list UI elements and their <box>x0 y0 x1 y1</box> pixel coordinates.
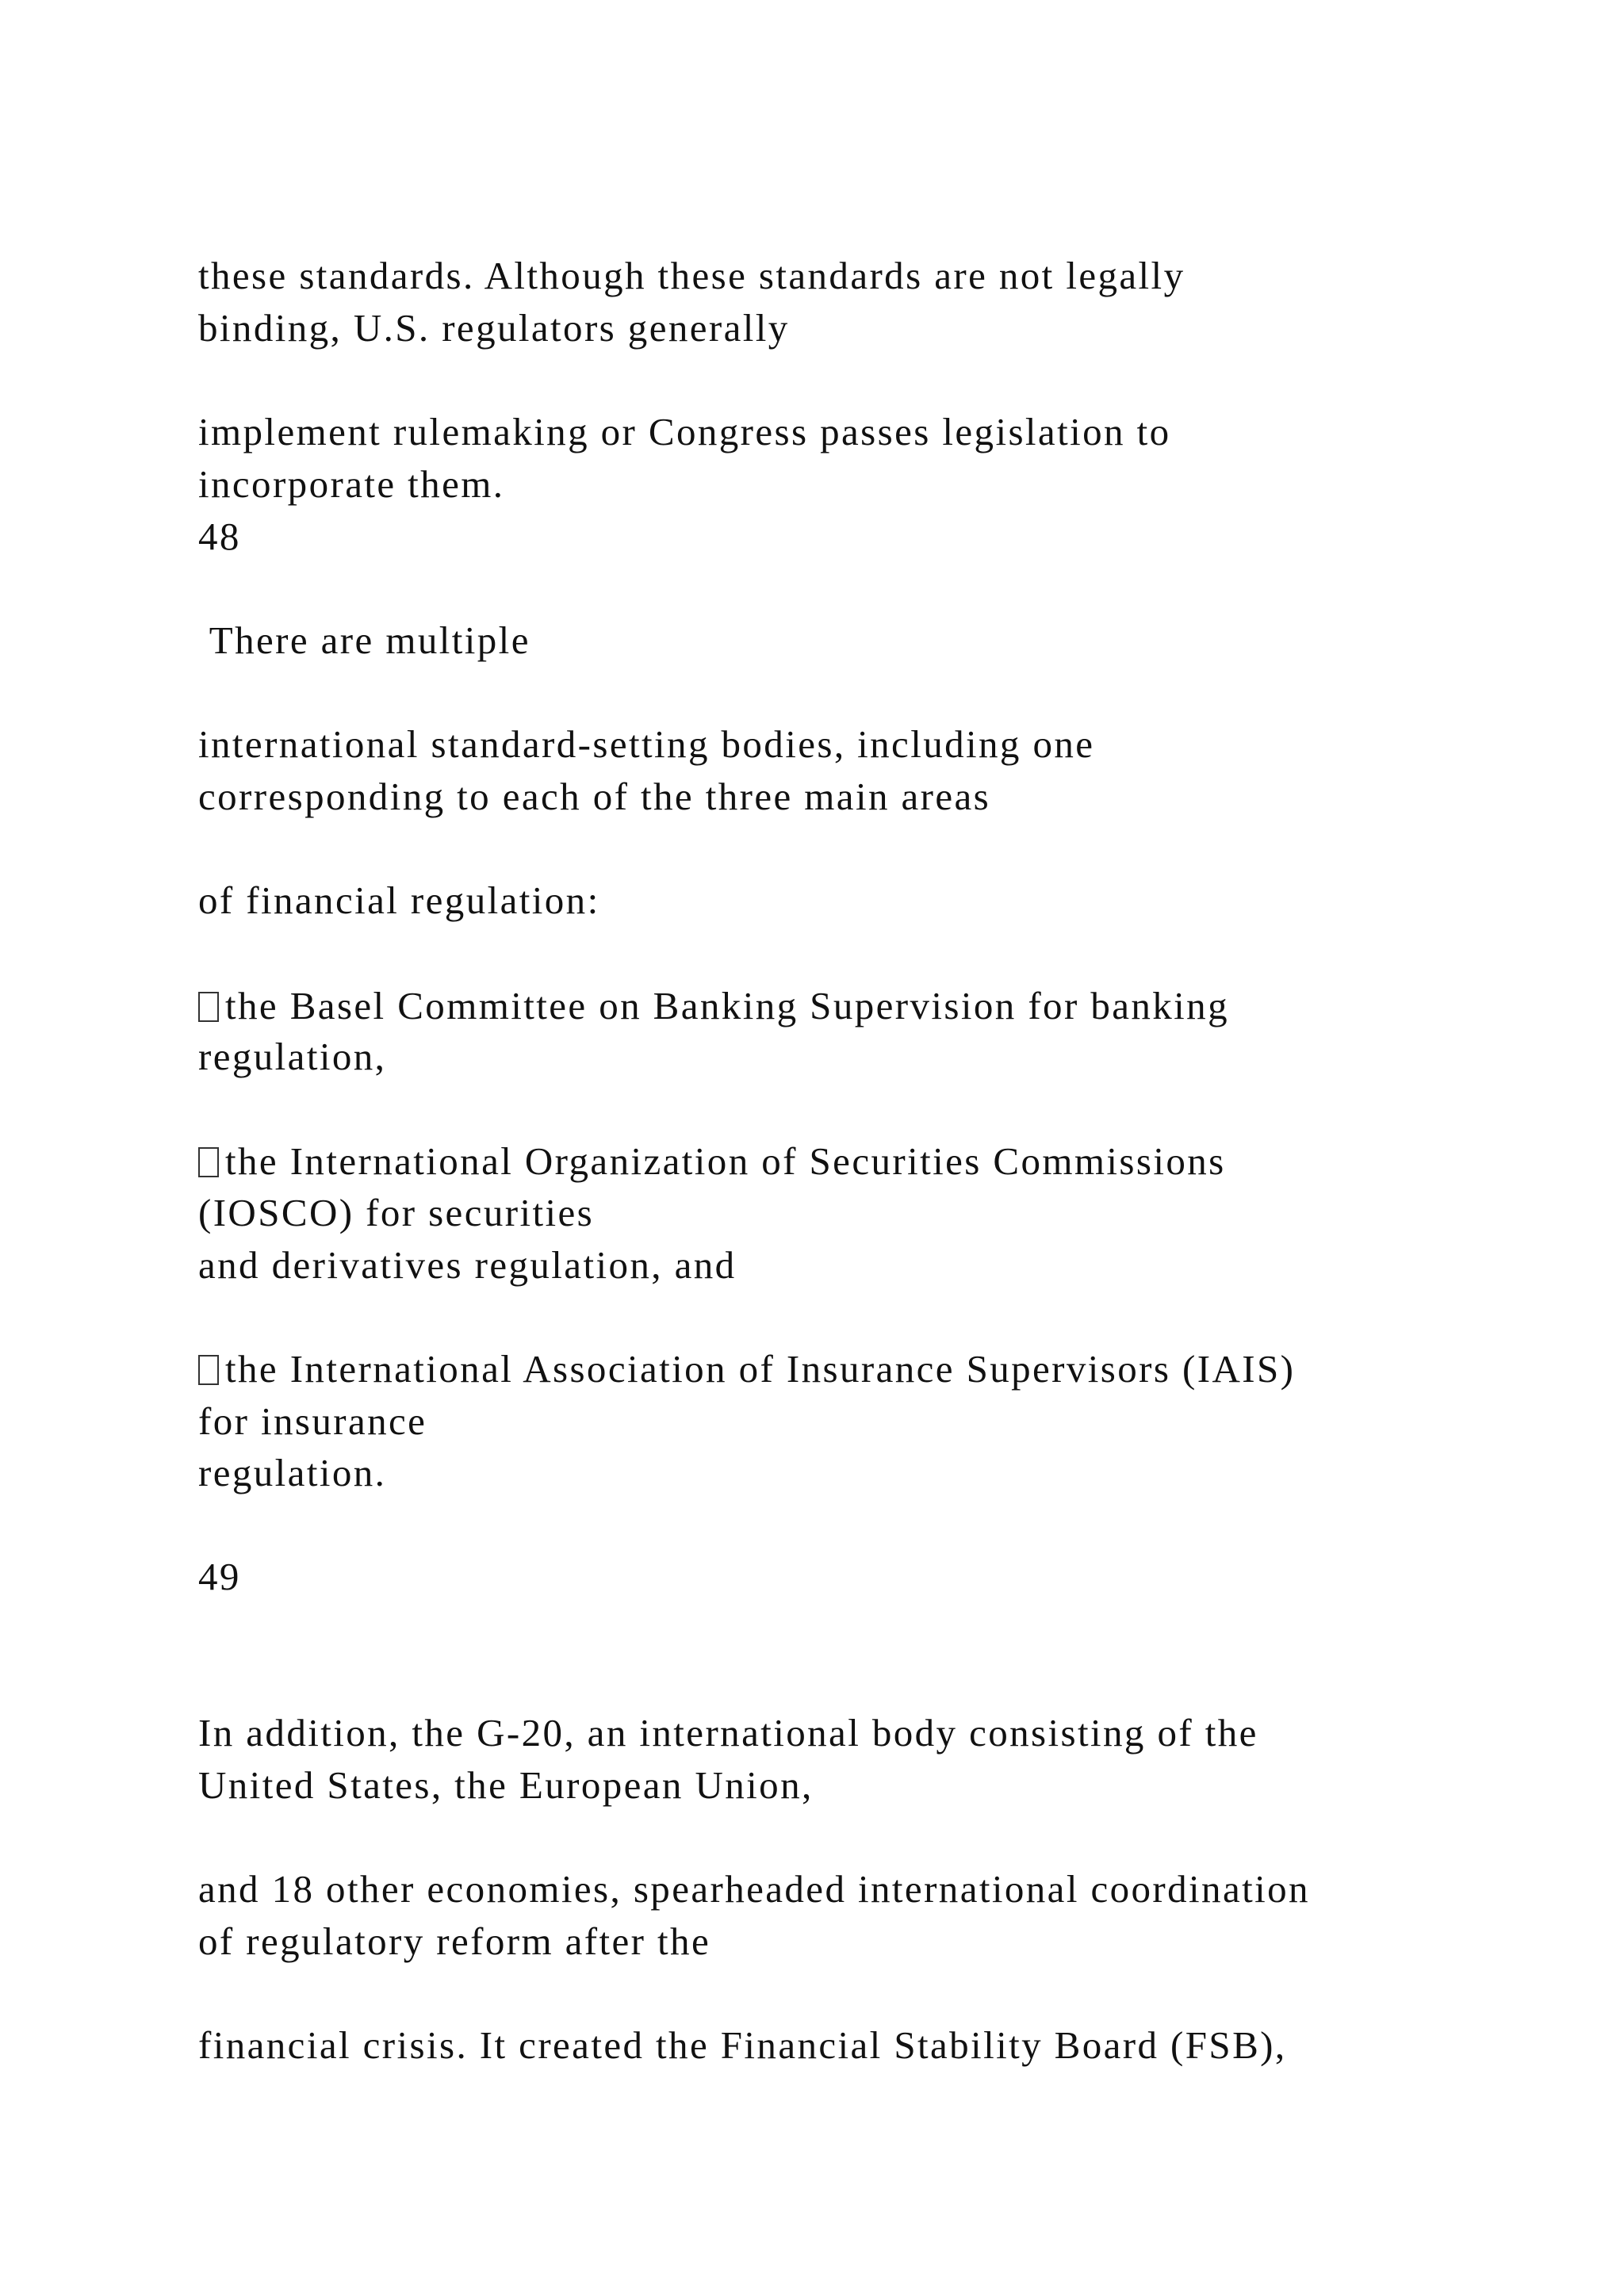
list-item <box>198 1347 1296 1391</box>
bullet-box-icon <box>198 1355 219 1385</box>
text-line: binding, U.S. regulators generally <box>198 306 790 350</box>
list-item-text: the Basel Committee on Banking Supervision for banking <box>225 984 1229 1027</box>
text-line: regulation, <box>198 1035 387 1078</box>
text-line: for insurance <box>198 1399 427 1443</box>
text-line: implement rulemaking or Congress passes legislation to <box>198 410 1171 453</box>
text-line: and 18 other economies, spearheaded international coordination <box>198 1867 1310 1911</box>
text-line: international standard-setting bodies, including one <box>198 722 1095 766</box>
text-line: financial crisis. It created the Financial Stability Board (FSB), <box>198 2023 1287 2067</box>
list-item <box>198 986 1229 1025</box>
text-line: regulation. <box>198 1451 387 1494</box>
bullet-box-icon <box>198 992 219 1022</box>
footnote-reference: 49 <box>198 1555 241 1598</box>
text-line: these standards. Although these standards are not legally <box>198 254 1185 297</box>
text-line: There are multiple <box>198 618 530 662</box>
text-line: of regulatory reform after the <box>198 1919 711 1963</box>
list-item <box>198 1139 1226 1183</box>
text-line: United States, the European Union, <box>198 1763 814 1807</box>
text-line: incorporate them. <box>198 462 505 506</box>
text-line: of financial regulation: <box>198 878 600 922</box>
footnote-reference: 48 <box>198 515 241 558</box>
text-line: and derivatives regulation, and <box>198 1243 737 1287</box>
list-item-text: the International Organization of Securities Commissions <box>225 1139 1226 1183</box>
text-line: corresponding to each of the three main areas <box>198 775 991 818</box>
bullet-box-icon <box>198 1147 219 1177</box>
list-item-text: the International Association of Insurance Supervisors (IAIS) <box>225 1347 1296 1391</box>
text-line: (IOSCO) for securities <box>198 1191 595 1234</box>
text-line: In addition, the G-20, an international body consisting of the <box>198 1711 1258 1755</box>
